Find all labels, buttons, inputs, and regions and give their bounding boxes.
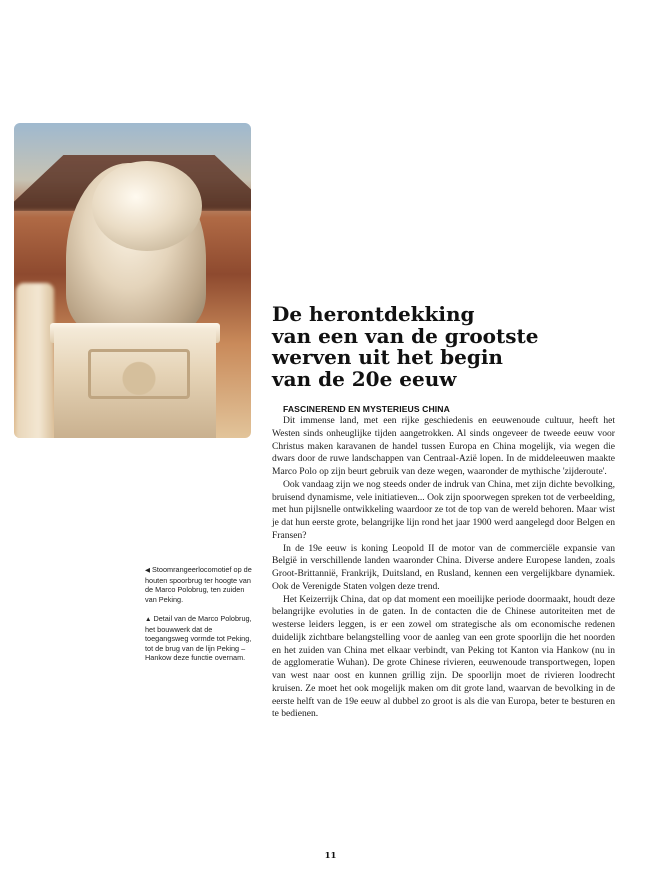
body-paragraph: In de 19e eeuw is koning Leopold II de motor van de commerciële expansie van België in verschillende landen waaronder China. Diverse andere Europese landen, zoals Groot-Brittannië, Frankrijk, Duitsland, en Rusland, kennen een vergelijkbare dynamiek. Ook de Verenigde Staten volgen deze trend.	[272, 542, 615, 592]
caption-text: Detail van de Marco Polobrug, het bouwwerk dat de toegangsweg vormde tot Peking, tot de brug van de lijn Peking – Hankow deze functie overnam.	[145, 614, 252, 663]
title-line: werven uit het begin	[272, 345, 503, 369]
title-line: van de 20e eeuw	[272, 366, 457, 391]
pedestal-carving-shape	[88, 349, 190, 399]
body-paragraph: Dit immense land, met een rijke geschiedenis en eeuwenoude cultuur, heeft het Westen sinds onheuglijke tijden aangetrokken. Al sinds ongeveer de tweede eeuw voor Christus maken karavanen de handel tussen Europa en China mogelijk, via wegen die dwars door de ruwe landschappen van Centraal-Azië lopen. In de middeleeuwen maakte Marco Polo op zijn beurt gebruik van deze wegen, waaronder de mythische 'zijderoute'.	[272, 415, 615, 477]
article-title	[272, 304, 632, 390]
photo-caption	[145, 614, 253, 663]
photo-caption	[145, 565, 253, 604]
lion-statue-photo	[14, 123, 251, 438]
body-paragraph: Ook vandaag zijn we nog steeds onder de indruk van China, met zijn dichte bevolking, bruisend dynamisme, vele initiatieven... Ook zijn spoorwegen spreken tot de verbeelding, met hun pijlsnelle ontwikkeling waardoor ze tot de top van de wereld behoren. Maar wist je dat hun eerste grote, belangrijke lijn rond het jaar 1900 werd aangelegd door Belgen en Fransen?	[272, 478, 615, 541]
caption-left-arrow-icon: ◀	[145, 567, 150, 574]
lion-head-shape	[92, 161, 202, 251]
body-paragraph: Het Keizerrijk China, dat op dat moment een moeilijke periode doormaakt, houdt deze belangrijke evoluties in de gaten. In de contacten die de Chinese autoriteiten met de westerse leiders leggen, is er een zowel om strategische als om economische redenen duidelijk zichtbare belangstelling voor de aanleg van een grote spoorlijn die het noorden en het zuiden van China met elkaar verbindt, van Peking tot Kanton via Hankow (nu in de agglomeratie Wuhan). De grote Chinese rivieren, eeuwenoude transportwegen, lopen van west naar oost en kunnen grillig zijn. De spoorlijn moet de rivieren loodrecht kruisen. Ze moet het ook mogelijk maken om dit grote land, waarvan de bevolking in de eerste helft van de 19e eeuw al dubbel zo groot is als die van Europa, beter te besturen en te bedienen.	[272, 593, 615, 720]
caption-up-arrow-icon: ▲	[145, 616, 152, 623]
section-kicker: FASCINEREND EN MYSTERIEUS CHINA	[283, 404, 450, 414]
caption-text: Stoomrangeerlocomotief op de houten spoorbrug ter hoogte van de Marco Polobrug, ten zuiden van Peking.	[145, 565, 252, 604]
title-line: De herontdekking	[272, 302, 475, 326]
stone-pillar-shape	[16, 283, 54, 438]
article-body	[272, 415, 615, 721]
title-line: van een van de grootste	[272, 323, 539, 348]
page-number: 11	[324, 851, 337, 861]
